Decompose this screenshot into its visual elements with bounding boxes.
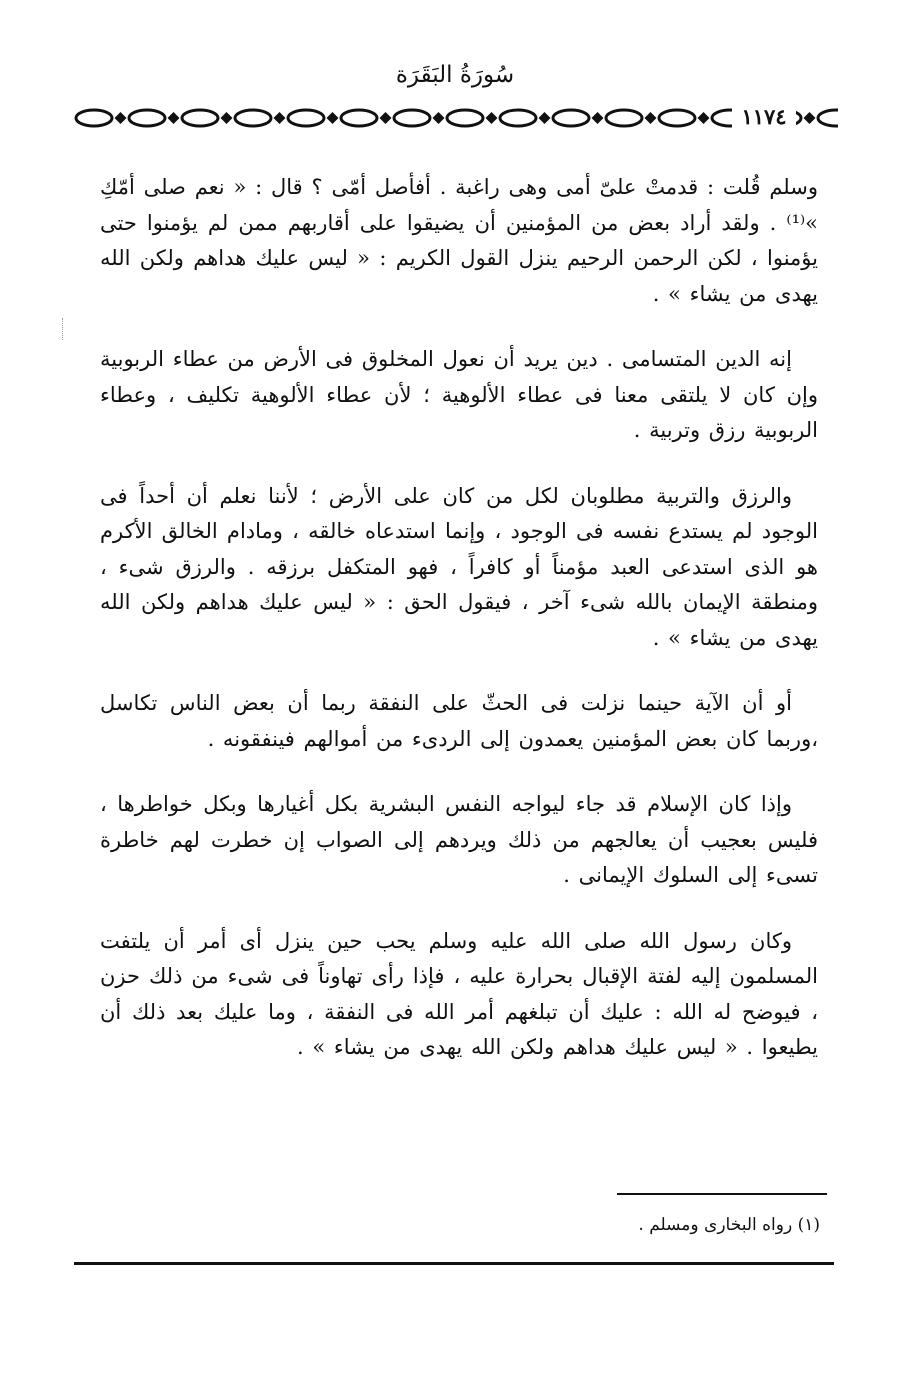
- paragraph: والرزق والتربية مطلوبان لكل من كان على الأرض ؛ لأننا نعلم أن أحداً فى الوجود لم يستدع نفسه فى الوجود ، وإنما استدعاه خالقه ، ومادام الخالق الأكرم هو الذى استدعى العبد مؤمناً أو كافراً ، فهو المتكفل برزقه . والرزق شىء ، ومنطقة الإيمان بالله شىء آخر ، فيقول الحق : « ليس عليك هداهم ولكن الله يهدى من يشاء » .: [100, 483, 818, 650]
- paragraph: وسلم قُلت : قدمتْ علىّ أمى وهى راغبة . أفأصل أمّى ؟ قال : « نعم صلى أمّكِ »⁽¹⁾ . ولقد أراد بعض من المؤمنين أن يضيقوا على أقاربهم ممن لم يؤمنوا حتى يؤمنوا ، لكن الرحمن الرحيم ينزل القول الكريم : « ليس عليك هداهم ولكن الله يهدى من يشاء » .: [100, 175, 818, 306]
- chain-link: [394, 110, 430, 126]
- chain-link: [818, 110, 838, 126]
- chain-diamond: [115, 112, 127, 124]
- chain-link: [76, 110, 112, 126]
- chain-diamond: [221, 112, 233, 124]
- surah-title: سُورَةُ البَقَرَة: [395, 62, 515, 88]
- chain-link: [288, 110, 324, 126]
- chain-link: [182, 110, 218, 126]
- chain-link: [129, 110, 165, 126]
- chain-diamond: [274, 112, 286, 124]
- chain-diamond: [645, 112, 657, 124]
- chain-link: [659, 110, 695, 126]
- chain-diamond: [539, 112, 551, 124]
- chain-diamond: [433, 112, 445, 124]
- margin-scan-mark: [62, 318, 63, 340]
- page-number: ١١٧٤: [732, 103, 796, 131]
- bottom-rule: [74, 1262, 834, 1265]
- footnote: (١) رواه البخارى ومسلم .: [638, 1215, 820, 1235]
- ornamental-chain-border: [72, 106, 838, 130]
- footnote-separator: [617, 1193, 827, 1195]
- chain-link: [447, 110, 483, 126]
- chain-diamond: [592, 112, 604, 124]
- paragraph: وكان رسول الله صلى الله عليه وسلم يحب حين ينزل أى أمر أن يلتفت المسلمون إليه لفتة الإقبال بحرارة عليه ، فإذا رأى تهاوناً فى شىء من ذلك حزن ، فيوضح له الله : عليك أن تبلغهم أمر الله فى النفقة ، وما عليك بعد ذلك أن يطيعوا . « ليس عليك هداهم ولكن الله يهدى من يشاء » .: [100, 928, 818, 1059]
- chain-link: [553, 110, 589, 126]
- chain-link: [500, 110, 536, 126]
- chain-diamond: [698, 112, 710, 124]
- chain-diamond: [804, 112, 816, 124]
- paragraph: وإذا كان الإسلام قد جاء ليواجه النفس البشرية بكل أغيارها وبكل خواطرها ، فليس بعجيب أن يعالجهم من ذلك ويردهم إلى الصواب إن خطرت لهم خاطرة تسىء إلى السلوك الإيمانى .: [100, 792, 818, 887]
- chain-diamond: [168, 112, 180, 124]
- chain-diamond: [327, 112, 339, 124]
- page-body: [100, 170, 818, 1096]
- chain-diamond: [380, 112, 392, 124]
- chain-diamond: [486, 112, 498, 124]
- paragraph: أو أن الآية حينما نزلت فى الحثّ على النفقة ربما أن بعض الناس تكاسل ،وربما كان بعض المؤمنين يعمدون إلى الردىء من أموالهم فينفقونه .: [100, 691, 818, 751]
- chain-link: [341, 110, 377, 126]
- paragraph: إنه الدين المتسامى . دين يريد أن نعول المخلوق فى الأرض من عطاء الربوبية وإن كان لا يلتقى معنا فى عطاء الألوهية ؛ لأن عطاء الألوهية تكليف ، وعطاء الربوبية رزق وتربية .: [100, 347, 818, 442]
- chain-link: [606, 110, 642, 126]
- chain-link: [235, 110, 271, 126]
